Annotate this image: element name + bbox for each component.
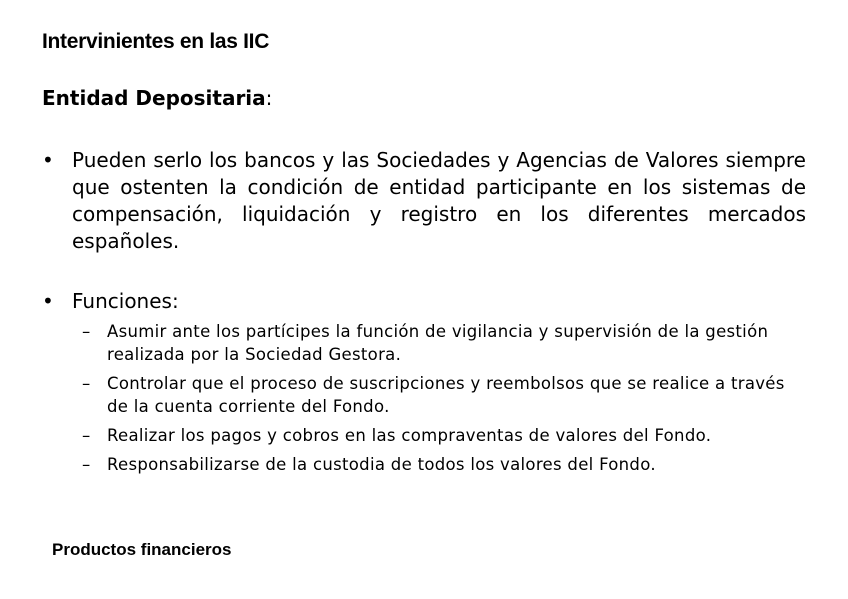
list-item-text: Controlar que el proceso de suscripciones y reembolsos que se realice a través de la cuenta corriente del Fondo. [107,374,785,416]
dash-marker: – [82,455,91,474]
list-item-text: Responsabilizarse de la custodia de todos los valores del Fondo. [107,455,656,474]
list-item [82,320,806,366]
bullet-functions [42,288,806,315]
bullet-text: Funciones: [72,289,179,313]
list-item-text: Realizar los pagos y cobros en las compraventas de valores del Fondo. [107,426,712,445]
bullet-marker: • [42,148,54,172]
section-heading-colon: : [265,86,273,110]
functions-list [82,320,806,482]
section-heading [42,86,272,110]
list-item [82,424,806,447]
footer-label: Productos financieros [52,540,232,559]
page-title: Intervinientes en las IIC [42,30,270,53]
list-item-text: Asumir ante los partícipes la función de vigilancia y supervisión de la gestión realizada por la Sociedad Gestora. [107,322,769,364]
list-item [82,453,806,476]
section-heading-label: Entidad Depositaria [42,86,266,110]
bullet-text: Pueden serlo los bancos y las Sociedades y Agencias de Valores siempre que ostenten la condición de entidad participante en los sistemas de compensación, liquidación y registro en los diferentes mercados españoles. [72,148,806,253]
list-item [82,372,806,418]
bullet-marker: • [42,289,54,313]
bullet-depositary-eligibility [42,147,806,255]
dash-marker: – [82,322,91,341]
dash-marker: – [82,426,91,445]
dash-marker: – [82,374,91,393]
